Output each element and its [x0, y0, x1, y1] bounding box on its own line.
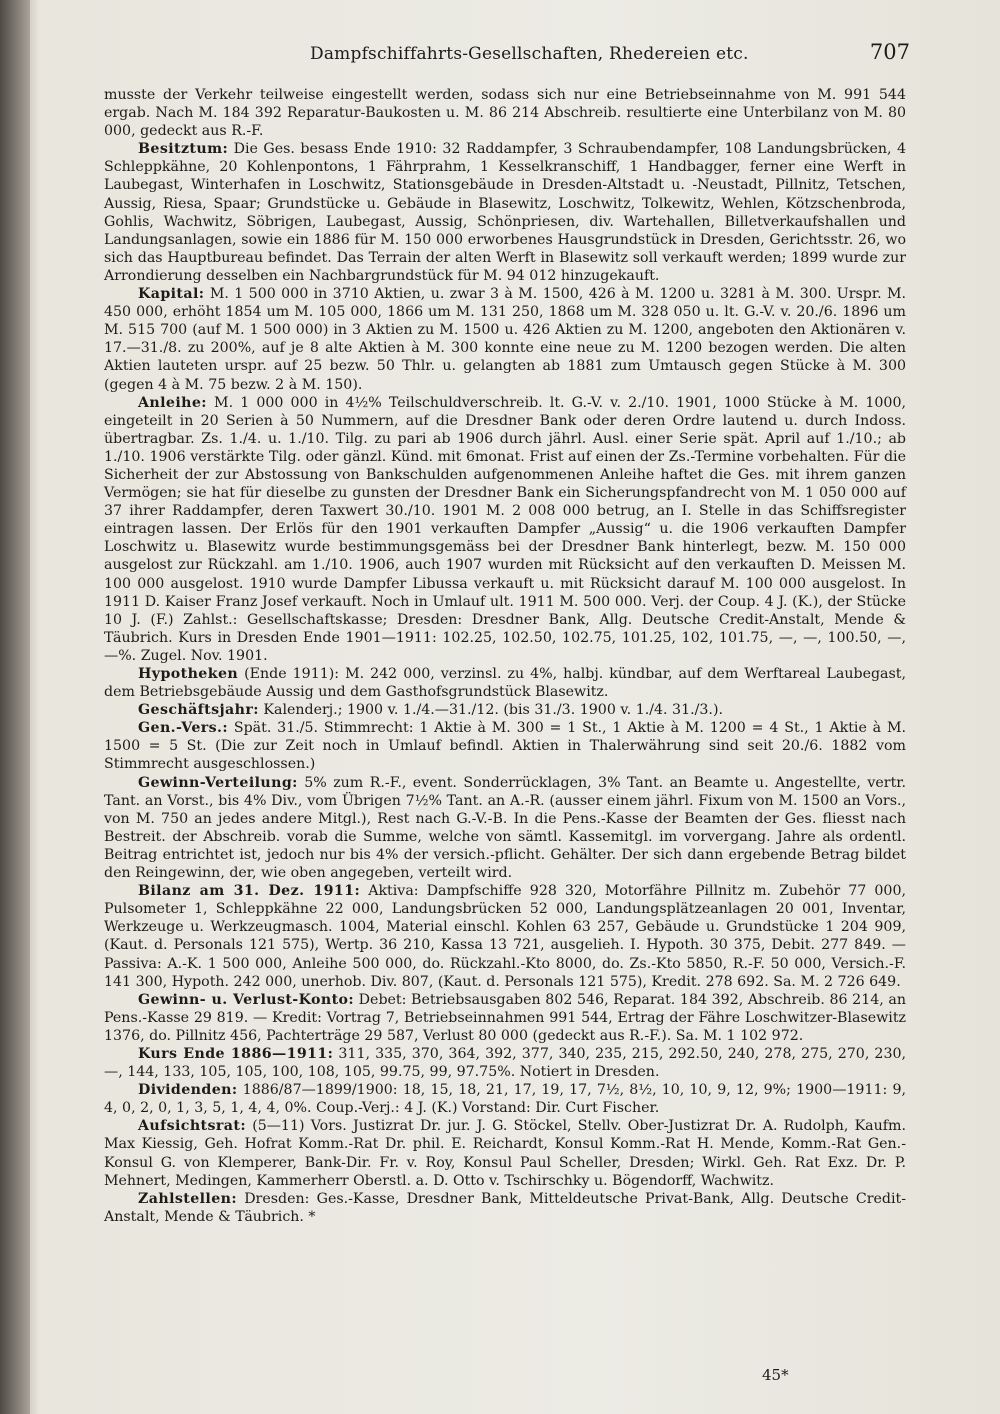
paragraph-besitztum: [104, 140, 906, 285]
text-besitztum: Die Ges. besass Ende 1910: 32 Raddampfer, 3 Schraubendampfer, 108 Landungsbrücken, 4 Schleppkähne, 20 Kohlenpontons, 1 Fährprahm, 1 Kesselkranschiff, 1 Handbagger, ferner eine Werft in Laubegast, Winterhafen in Loschwitz, Stationsgebäude in Dresden-Altstadt u. -Neustadt, Pillnitz, Tetschen, Aussig, Riesa, Spaar; Grundstücke u. Gebäude in Blasewitz, Loschwitz, Tolkewitz, Wehlen, Kötzschenbroda, Gohlis, Wachwitz, Söbrigen, Laubegast, Aussig, Schönpriesen, div. Wartehallen, Billetverkaufshallen und Landungsanlagen, sowie ein 1886 für M. 150 000 erworbenes Hausgrundstück in Dresden, Gerichtsstr. 26, wo sich das Hauptbureau befindet. Das Terrain der alten Werft in Blasewitz soll verkauft werden; 1899 wurde zur Arrondierung desselben ein Nachbargrundstück für M. 94 012 hinzugekauft.: [104, 141, 907, 284]
label-gen-vers: Gen.-Vers.:: [138, 720, 229, 737]
label-hypotheken: Hypotheken: [138, 666, 239, 682]
text-aufsichtsrat: (5—11) Vors. Justizrat Dr. jur. J. G. Stöckel, Stellv. Ober-Justizrat Dr. A. Rudolph, Kaufm. Max Kiessig, Geh. Hofrat Komm.-Rat Dr. phil. E. Reichardt, Konsul Komm.-Rat H. Mende, Komm.-Rat Gen.-Konsul G. von Klemperer, Bank-Dir. Fr. v. Roy, Konsul Paul Scheller, Dresden; Wirkl. Geh. Rat Exz. Dr. P. Mehnert, Medingen, Kammerherr Oberstl. a. D. Otto v. Tschirschky u. Bögendorff, Wachwitz.: [104, 1118, 906, 1189]
label-anleihe: Anleihe:: [138, 394, 207, 411]
paragraph-aufsichtsrat: [104, 1117, 906, 1189]
paragraph-gewinn-verteilung: [104, 774, 906, 883]
label-gewinn-verteilung: Gewinn-Verteilung:: [138, 774, 298, 791]
sheet-signature: 45*: [762, 1366, 789, 1384]
text-kapital: M. 1 500 000 in 3710 Aktien, u. zwar 3 à M. 1500, 426 à M. 1200 u. 3281 à M. 300. Urspr. M. 450 000, erhöht 1854 um M. 105 000, 1866 um M. 131 250, 1868 um M. 328 050 u. lt. G.-V. v. 20./6. 1896 um M. 515 700 (auf M. 1 500 000) in 3 Aktien zu M. 1500 u. 426 Aktien zu M. 1200, angeboten den Aktionären v. 17.—31./8. zu 200%, auf je 8 alte Aktien à M. 300 konnte eine neue zu M. 1200 bezogen werden. Die alten Aktien lauteten urspr. auf 25 bezw. 50 Thlr. u. gelangten ab 1881 zum Umtausch gegen Stücke à M. 300 (gegen 4 à M. 75 bezw. 2 à M. 150).: [104, 286, 907, 393]
text-gewinn-verteilung: 5% zum R.-F., event. Sonderrücklagen, 3% Tant. an Beamte u. Angestellte, vertr. Tant. an Vorst., bis 4% Div., vom Übrigen 7½% Tant. an A.-R. (ausser einem jährl. Fixum von M. 1500 an Vors., von M. 750 an jedes andere Mitgl.), Rest nach G.-V.-B. In die Pens.-Kasse der Beamten der Ges. fliesst nach Bestreit. der Abschreib. vorab die Summe, welche von sämtl. Kassemitgl. im vorvergang. Jahre als ordentl. Beitrag entrichtet ist, jedoch nur bis 4% der versich.-pflicht. Gehälter. Der sich dann ergebende Betrag bildet den Reingewinn, der, wie oben angegeben, verteilt wird.: [104, 774, 907, 882]
page-number: 707: [869, 40, 910, 64]
paragraph-intro-text: musste der Verkehr teilweise eingestellt werden, sodass sich nur eine Betriebseinnahme von M. 991 544 ergab. Nach M. 184 392 Reparatur-Baukosten u. M. 86 214 Abschreib. resultierte eine Unterbilanz von M. 80 000, gedeckt aus R.-F.: [104, 87, 906, 140]
label-aufsichtsrat: Aufsichtsrat:: [138, 1118, 246, 1135]
text-hypotheken: (Ende 1911): M. 242 000, verzinsl. zu 4%, halbj. kündbar, auf dem Werftareal Laubegast, dem Betriebsgebäude Aussig und dem Gasthofsgrundstück Blasewitz.: [104, 666, 907, 701]
paragraph-kapital: [104, 285, 906, 394]
running-header: [100, 36, 910, 76]
text-bilanz: Aktiva: Dampfschiffe 928 320, Motorfähre Pillnitz m. Zubehör 77 000, Pulsometer 1, Schleppkähne 22 000, Landungsbrücken 52 000, Landungsplätzeanlagen 20 001, Inventar, Werkzeuge u. Werkzeugmasch. 1004, Material einschl. Kohlen 63 257, Gebäude u. Grundstücke 1 204 909, (Kaut. d. Personals 121 575), Wertp. 36 210, Kassa 13 721, ausgelieh. I. Hypoth. 30 375, Debit. 277 849. — Passiva: A.-K. 1 500 000, Anleihe 500 000, do. Rückzahl.-Kto 8000, do. Zs.-Kto 5850, R.-F. 50 000, Versich.-F. 141 300, Hypoth. 242 000, unerhob. Div. 807, (Kaut. d. Personals 121 575), Kredit. 278 692. Sa. M. 2 726 649.: [104, 883, 906, 990]
paragraph-gewinn-verlust: [104, 991, 906, 1045]
paragraph-bilanz: [104, 882, 906, 991]
paragraph-geschaeftsjahr: [104, 701, 906, 719]
paragraph-hypotheken: [104, 665, 906, 701]
text-gen-vers: Spät. 31./5. Stimmrecht: 1 Aktie à M. 300 = 1 St., 1 Aktie à M. 1200 = 4 St., 1 Aktie à M. 1500 = 5 St. (Die zur Zeit noch in Umlauf befindl. Aktien in Thalerwährung sind seit 20./6. 1882 vom Stimmrecht ausgeschlossen.): [104, 720, 906, 773]
label-geschaeftsjahr: Geschäftsjahr:: [138, 702, 259, 719]
label-kapital: Kapital:: [138, 286, 205, 303]
page-gutter: [0, 0, 30, 1414]
text-kurs: 311, 335, 370, 364, 392, 377, 340, 235, 215, 292.50, 240, 278, 275, 270, 230, —, 144, 133, 105, 105, 100, 108, 105, 99.75, 99, 97.75%. Notiert in Dresden.: [104, 1045, 907, 1081]
label-bilanz: Bilanz am 31. Dez. 1911:: [138, 883, 361, 900]
text-anleihe: M. 1 000 000 in 4½% Teilschuldverschreib. lt. G.-V. v. 2./10. 1901, 1000 Stücke à M. 1000, eingeteilt in 20 Serien à 50 Nummern, auf die Dresdner Bank oder deren Ordre lautend u. durch Indoss. übertragbar. Zs. 1./4. u. 1./10. Tilg. zu pari ab 1906 durch jährl. Ausl. einer Serie spät. April auf 1./10.; ab 1./10. 1906 verstärkte Tilg. oder gänzl. Künd. mit 6monat. Frist auf einen der Zs.-Termine vorbehalten. Für die Sicherheit der zur Abstossung von Bankschulden aufgenommenen Anleihe haftet die Ges. mit ihrem ganzen Vermögen; sie hat für dieselbe zu gunsten der Dresdner Bank ein Sicherungspfandrecht von M. 1 050 000 auf 37 ihrer Raddampfer, deren Taxwert 30./10. 1901 M. 2 008 000 betrug, an I. Stelle in das Schiffsregister eintragen lassen. Der Erlös für den 1901 verkauften Dampfer „Aussig“ u. die 1906 verkauften Dampfer Loschwitz u. Blasewitz wurde bestimmungsgemäss bei der Dresdner Bank hinterlegt, bezw. M. 150 000 ausgelost zur Rückzahl. am 1./10. 1906, auch 1907 wurden mit Rücksicht auf den verkauften D. Meissen M. 100 000 ausgelost. 1910 wurde Dampfer Libussa verkauft u. mit Rücksicht darauf M. 100 000 ausgelost. In 1911 D. Kaiser Franz Josef verkauft. Noch in Umlauf ult. 1911 M. 500 000. Verj. der Coup. 4 J. (K.), der Stücke 10 J. (F.) Zahlst.: Gesellschaftskasse; Dresden: Dresdner Bank, Allg. Deutsche Credit-Anstalt, Mende & Täubrich. Kurs in Dresden Ende 1901—1911: 102.25, 102.50, 102.75, 101.25, 102, 101.75, —, —, 100.50, —, —%. Zugel. Nov. 1901.: [104, 394, 906, 664]
paragraph-dividenden: [104, 1081, 906, 1117]
text-gewinn-verlust: Debet: Betriebsausgaben 802 546, Reparat. 184 392, Abschreib. 86 214, an Pens.-Kasse 29 819. — Kredit: Vortrag 7, Betriebseinnahmen 991 544, Ertrag der Fähre Loschwitzer-Blasewitz 1376, do. Pillnitz 456, Pachterträge 29 587, Verlust 80 000 (gedeckt aus R.-F.). Sa. M. 1 102 972.: [104, 991, 906, 1044]
text-geschaeftsjahr: Kalenderj.; 1900 v. 1./4.—31./12. (bis 31./3. 1900 v. 1./4. 31./3.).: [263, 702, 723, 719]
entry-body: [104, 86, 906, 1226]
paragraph-gen-vers: [104, 719, 906, 773]
header-title: Dampfschiffahrts-Gesellschaften, Rhedereien etc.: [310, 44, 749, 64]
label-kurs: Kurs Ende 1886—1911:: [138, 1045, 334, 1062]
text-zahlstellen: Dresden: Ges.-Kasse, Dresdner Bank, Mitteldeutsche Privat-Bank, Allg. Deutsche Credit-Anstalt, Mende & Täubrich. *: [104, 1190, 906, 1225]
paragraph-anleihe: [104, 394, 906, 665]
paragraph-kurs: [104, 1045, 906, 1081]
label-gewinn-verlust: Gewinn- u. Verlust-Konto:: [138, 991, 355, 1008]
label-zahlstellen: Zahlstellen:: [138, 1190, 237, 1207]
text-dividenden: 1886/87—1899/1900: 18, 15, 18, 21, 17, 19, 17, 7½, 8½, 10, 10, 9, 12, 9%; 1900—1911: 9, 4, 0, 2, 0, 1, 3, 5, 1, 4, 4, 0%. Coup.-Verj.: 4 J. (K.) Vorstand: Dir. Curt Fischer.: [104, 1082, 906, 1117]
paragraph-zahlstellen: [104, 1190, 906, 1226]
label-dividenden: Dividenden:: [138, 1082, 238, 1099]
paragraph-intro: [104, 86, 906, 140]
label-besitztum: Besitztum:: [138, 141, 229, 158]
